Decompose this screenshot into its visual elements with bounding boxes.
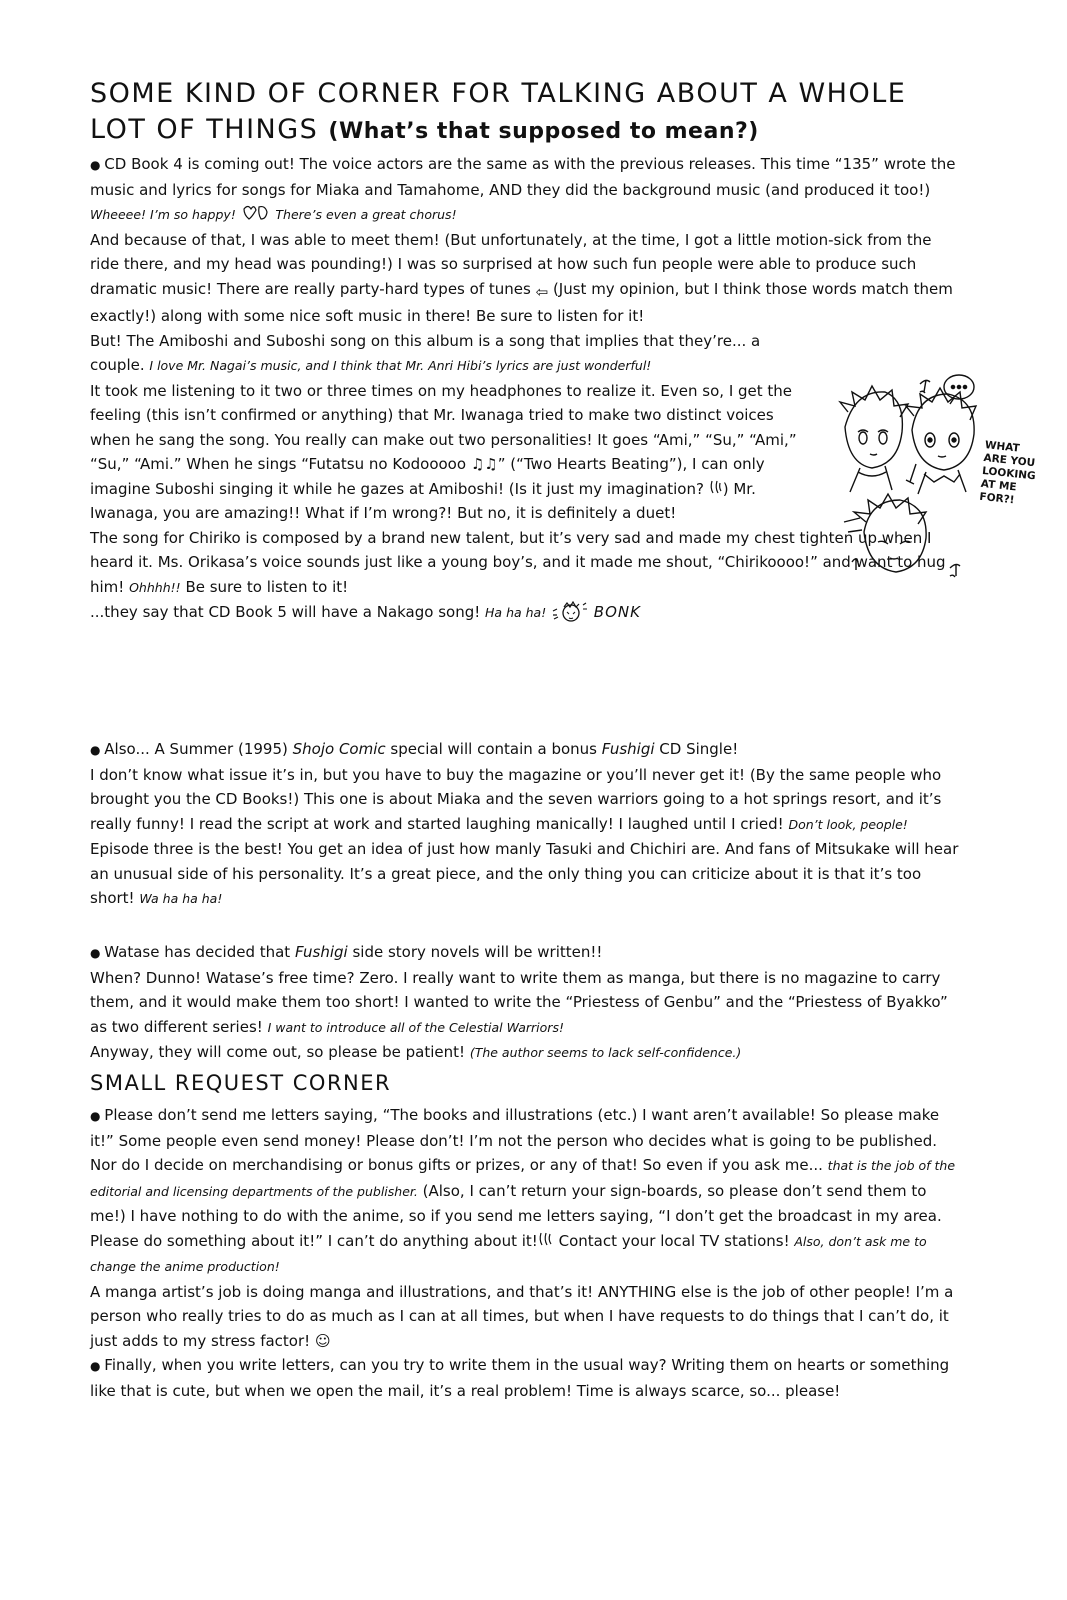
request-paragraph-2 xyxy=(90,1280,960,1354)
music-notes-icon: ♫♫ xyxy=(470,455,498,473)
novel-p2-text: When? Dunno! Watase’s free time? Zero. I really want to write them as manga, but there is no magazine to carry them, and it would make them too short! I wanted to write the “Priestess of Genbu” and the “Priestess of Byakko” as two different series! xyxy=(90,968,948,1036)
request-p3-text: Finally, when you write letters, can you try to write them in the usual way? Writing them on hearts or something like that is cute, but when we open the mail, it’s a real problem! Time is always scarce, so... please! xyxy=(90,1356,950,1400)
sweat-drops-icon xyxy=(538,1231,554,1249)
cd-p1-aside-2: There’s even a great chorus! xyxy=(275,207,457,222)
novel-p3-text: Anyway, they will come out, so please be patient! xyxy=(90,1043,466,1061)
title-line-1: SOME KIND OF CORNER FOR TALKING ABOUT A WHOLE xyxy=(90,78,907,109)
cd-p3-text: But! The Amiboshi and Suboshi song on this album is a song that implies that they’re... a couple. xyxy=(90,331,761,374)
request-corner-heading: SMALL REQUEST CORNER xyxy=(90,1071,392,1095)
title-parenthetical: (What’s that supposed to mean?) xyxy=(328,119,759,144)
cd-paragraph-2 xyxy=(90,228,960,329)
request-paragraph-1 xyxy=(90,1103,960,1280)
request-p2-text: A manga artist’s job is doing manga and illustrations, and that’s it! ANYTHING else is the job of other people! I’m a person who really tries to do as much as I can at all times, but when I have requests to do things that I can’t do, it just adds to my stress factor! xyxy=(90,1282,954,1350)
title-line-2-text: LOT OF THINGS xyxy=(90,114,319,145)
request-p1-aside: that is the job of the editorial and licensing departments of the publisher. xyxy=(90,1158,956,1199)
caption-line: AT ME xyxy=(980,477,1018,494)
cd-p5-text: The song for Chiriko is composed by a brand new talent, but it’s very sad and made my chest tighten up when I heard it. Ms. Orikasa’s voice sounds just like a young boy’s, and it made me shout, “Chirikoooo!” and want to hug him! xyxy=(90,528,946,596)
summer-p1c: special will contain a bonus xyxy=(390,740,598,758)
request-p1-aside-2: Also, don’t ask me to change the anime production! xyxy=(90,1233,927,1274)
fushigi-title: Fushigi xyxy=(294,943,348,961)
cd-p1-text: CD Book 4 is coming out! The voice actors are the same as with the previous releases. This time “135” wrote the music and lyrics for songs for Miaka and Tamahome, AND they did the background music (and produced it too!) xyxy=(90,155,956,199)
caption-line: WHAT xyxy=(984,439,1021,455)
request-section xyxy=(90,1103,960,1403)
summer-special-section xyxy=(90,737,960,912)
cd-p1-aside: Wheeee! I’m so happy! xyxy=(90,207,236,222)
summer-paragraph-2 xyxy=(90,763,960,912)
what-are-you-looking-caption xyxy=(979,439,1045,510)
cd-p2-text: And because of that, I was able to meet them! (But unfortunately, at the time, I got a little motion-sick from the ride there, and my head was pounding!) I was so surprised at how such fun people were able to produce such dramatic music! There are really party-hard types of tunes xyxy=(90,230,932,298)
smiley-icon: ☺ xyxy=(314,1331,331,1350)
shojo-comic-title: Shojo Comic xyxy=(292,740,386,758)
cd-p6-text: ...they say that CD Book 5 will have a Nakago song! xyxy=(90,603,481,621)
left-arrow-icon: ⇦ xyxy=(535,282,549,301)
summer-p2-aside-2: Wa ha ha ha! xyxy=(139,891,223,906)
summer-p2-aside: Don’t look, people! xyxy=(788,816,908,832)
cd-p4-text: It took me listening to it two or three times on my headphones to realize it. Even so, I get the feeling (this isn’t confirmed or anything) that Mr. Iwanaga tried to make two distinct voices when he sang the song. You really can make out two personalities! It goes “Ami,” “Su,” “Ami,” “Su,” “Ami.” When he sings “Futatsu no Kodooooo xyxy=(90,381,797,473)
novel-paragraph-3 xyxy=(90,1040,960,1066)
cd-p4-end: ” (“Two Hearts Beating”), I can only imagine Suboshi singing it while he gazes at Amiboshi! (Is it just my imagination? xyxy=(90,455,765,498)
cd-p4-end-2: ) Mr. Iwanaga, you are amazing!! What if I’m wrong?! But no, it is definitely a duet! xyxy=(90,479,756,522)
sweat-drops-icon xyxy=(709,479,723,497)
request-p1-end-2: Contact your local TV stations! xyxy=(558,1231,790,1250)
novels-section xyxy=(90,940,960,1066)
request-p1-text: Please don’t send me letters saying, “The books and illustrations (etc.) I want aren’t available! So please make it!” Some people even send money! Please don’t! I’m not the person who decides what is going to be published. Nor do I decide on merchandising or bonus gifts or prizes, or any of that! So even if you ask me... xyxy=(90,1106,940,1174)
caption-line: FOR?! xyxy=(978,490,1016,507)
summer-p1e: CD Single! xyxy=(659,740,739,758)
novel-p1c: side story novels will be written!! xyxy=(352,943,603,961)
cd-p3-aside: I love Mr. Nagai’s music, and I think that Mr. Anri Hibi’s lyrics are just wonderful! xyxy=(149,358,652,373)
cd-paragraph-4 xyxy=(90,379,810,526)
novel-paragraph-2 xyxy=(90,966,960,1041)
page-title xyxy=(90,76,990,150)
caption-line: ARE YOU xyxy=(982,451,1036,470)
request-paragraph-3 xyxy=(90,1353,960,1403)
summer-p2-end: Episode three is the best! You get an idea of just how manly Tasuki and Chichiri are. And fans of Mitsukake will hear an unusual side of his personality. It’s a great piece, and the only thing you can criticize about it is that it’s too short! xyxy=(90,840,959,907)
heart-faces-icon xyxy=(241,204,271,222)
summer-p1a: Also... A Summer (1995) xyxy=(104,740,288,758)
title-line-2 xyxy=(90,112,990,150)
cd-paragraph-1 xyxy=(90,152,960,228)
summer-p2-text: I don’t know what issue it’s in, but you have to buy the magazine or you’ll never get it! (By the same people who brought you the CD Books!) This one is about Miaka and the seven warriors going to a hot springs resort, and it’s really funny! I read the script at work and started laughing manically! I laughed until I cried! xyxy=(90,765,942,833)
bonk-text: BONK xyxy=(593,603,641,621)
request-p1-end: (Also, I can’t return your sign-boards, so please don’t send them to me!) I have nothing to do with the anime, so if you send me letters saying, “I don’t get the broadcast in my area. Please do something about it!” I can’t do anything about it! xyxy=(90,1181,942,1250)
fushigi-title: Fushigi xyxy=(601,740,655,758)
novel-p2-aside: I want to introduce all of the Celestial Warriors! xyxy=(267,1019,564,1035)
bonk-face-icon xyxy=(551,601,589,623)
novel-p3-aside: (The author seems to lack self-confidence.) xyxy=(469,1045,742,1060)
cd-p5-end: Be sure to listen to it! xyxy=(185,577,349,596)
novel-paragraph-1 xyxy=(90,940,960,966)
novel-p1a: Watase has decided that xyxy=(104,943,291,961)
cd-p5-aside: Ohhhh!! xyxy=(129,579,181,595)
cd-paragraph-3 xyxy=(90,329,810,379)
summer-paragraph-1 xyxy=(90,737,960,763)
cd-p6-aside: Ha ha ha! xyxy=(485,605,547,620)
caption-line: LOOKING xyxy=(981,464,1037,483)
cd-p2-end: (Just my opinion, but I think those words match them exactly!) along with some nice soft music in there! Be sure to listen for it! xyxy=(90,279,953,325)
